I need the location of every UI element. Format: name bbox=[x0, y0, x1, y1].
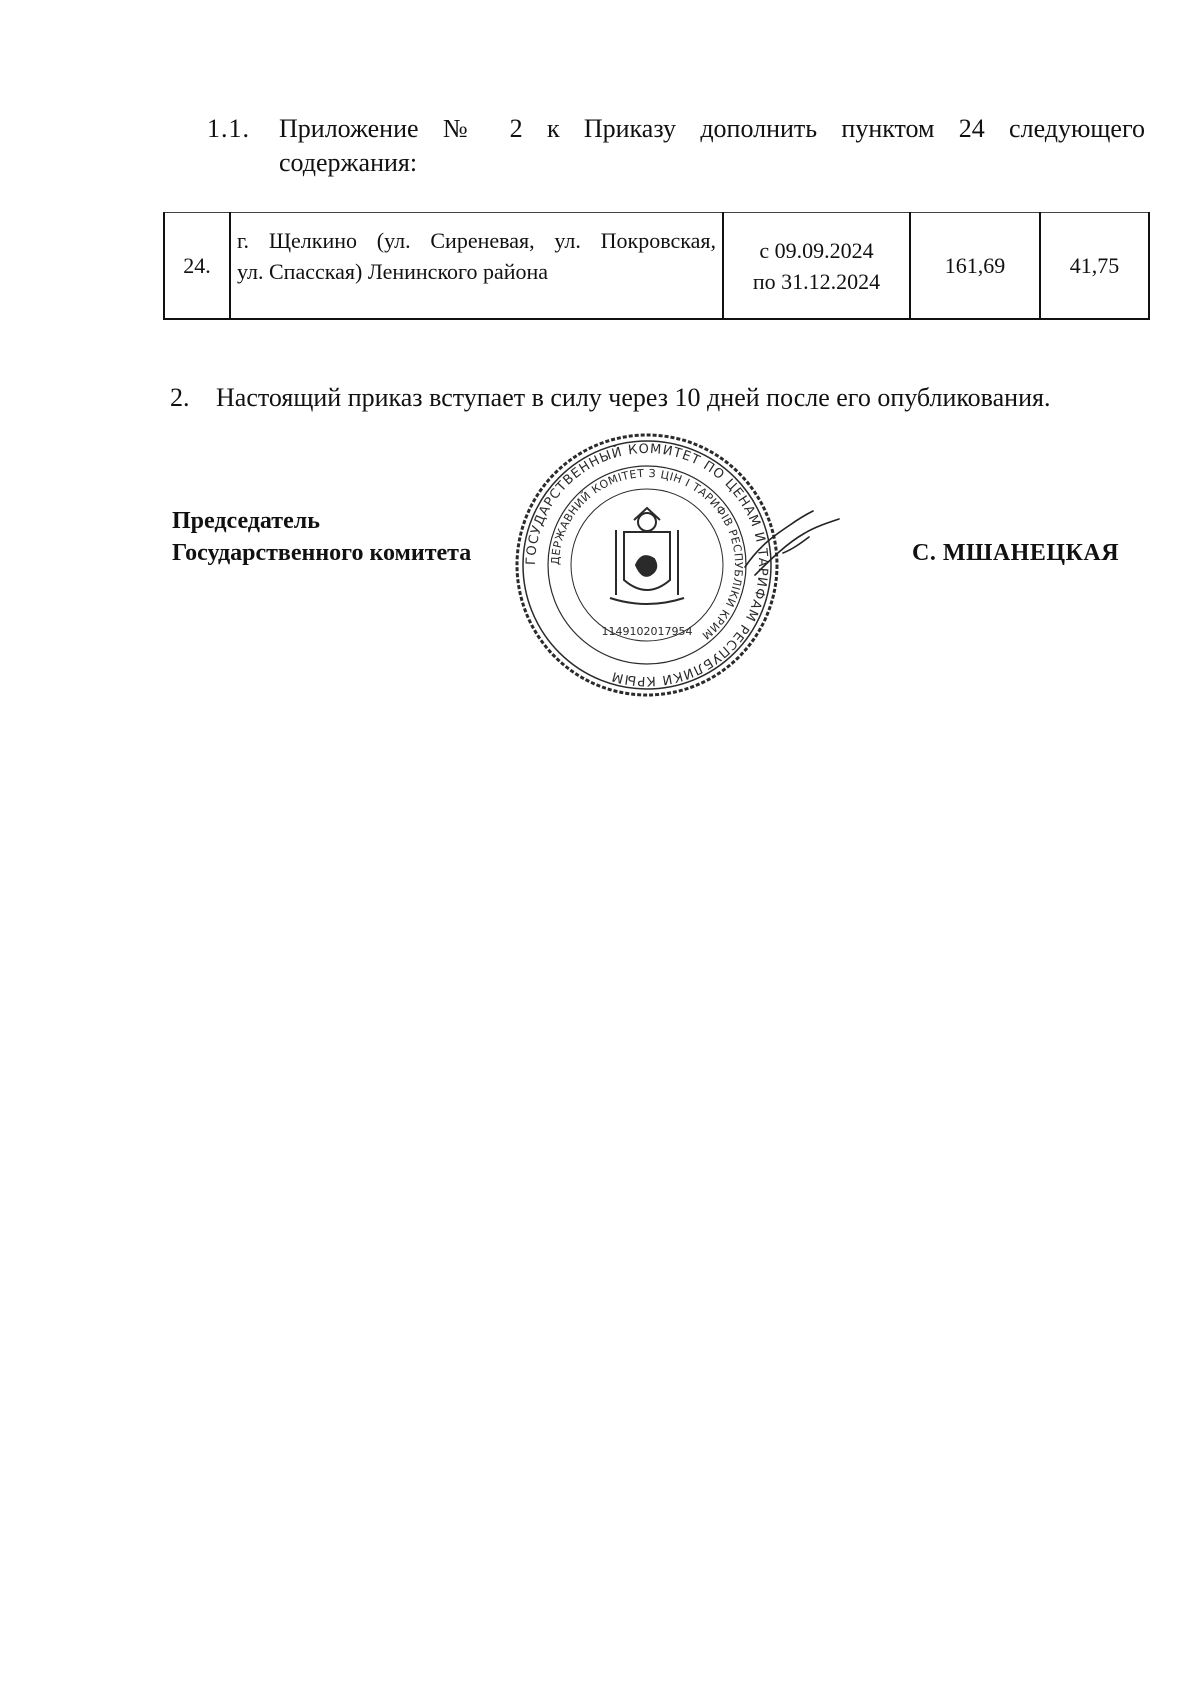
signatory-name: С. МШАНЕЦКАЯ bbox=[912, 540, 1120, 566]
item-1-1-number: 1.1. bbox=[207, 114, 250, 143]
signatory-role-line1: Председатель bbox=[172, 508, 320, 534]
item-2-number: 2. bbox=[170, 383, 190, 412]
signatory-role-line2: Государственного комитета bbox=[172, 540, 472, 566]
item-1-1-text-line1: Приложение № 2 к Приказу дополнить пунктом 24 следующего bbox=[279, 114, 1145, 143]
period-from: с 09.09.2024 bbox=[759, 237, 874, 263]
item-1-1-text-line2: содержания: bbox=[279, 148, 418, 177]
item-2-text: Настоящий приказ вступает в силу через 10 дней после его опубликования. bbox=[216, 383, 1051, 412]
coat-of-arms-emblem bbox=[610, 508, 684, 604]
cell-number: 24. bbox=[164, 213, 230, 320]
cell-address bbox=[230, 213, 723, 320]
address-line1: г. Щелкино (ул. Сиреневая, ул. Покровская, bbox=[237, 228, 716, 253]
handwritten-signature bbox=[735, 505, 845, 585]
stamp-code: 1149102017954 bbox=[601, 625, 693, 638]
stamp-outer-text: ГОСУДАРСТВЕННЫЙ КОМИТЕТ ПО ЦЕНАМ И ТАРИФАМ РЕСПУБЛИКИ КРЫМ bbox=[523, 441, 771, 689]
tariff-table bbox=[163, 212, 1148, 320]
cell-value-2: 41,75 bbox=[1040, 213, 1149, 320]
cell-period bbox=[723, 213, 910, 320]
table-row bbox=[164, 213, 1149, 320]
cell-value-1: 161,69 bbox=[910, 213, 1040, 320]
period-to: по 31.12.2024 bbox=[752, 268, 881, 294]
address-line2: ул. Спасская) Ленинского района bbox=[237, 259, 549, 284]
stamp-inner-text: ДЕРЖАВНИЙ КОМІТЕТ З ЦІН І ТАРИФІВ РЕСПУБЛІКИ КРИМ bbox=[548, 466, 746, 643]
